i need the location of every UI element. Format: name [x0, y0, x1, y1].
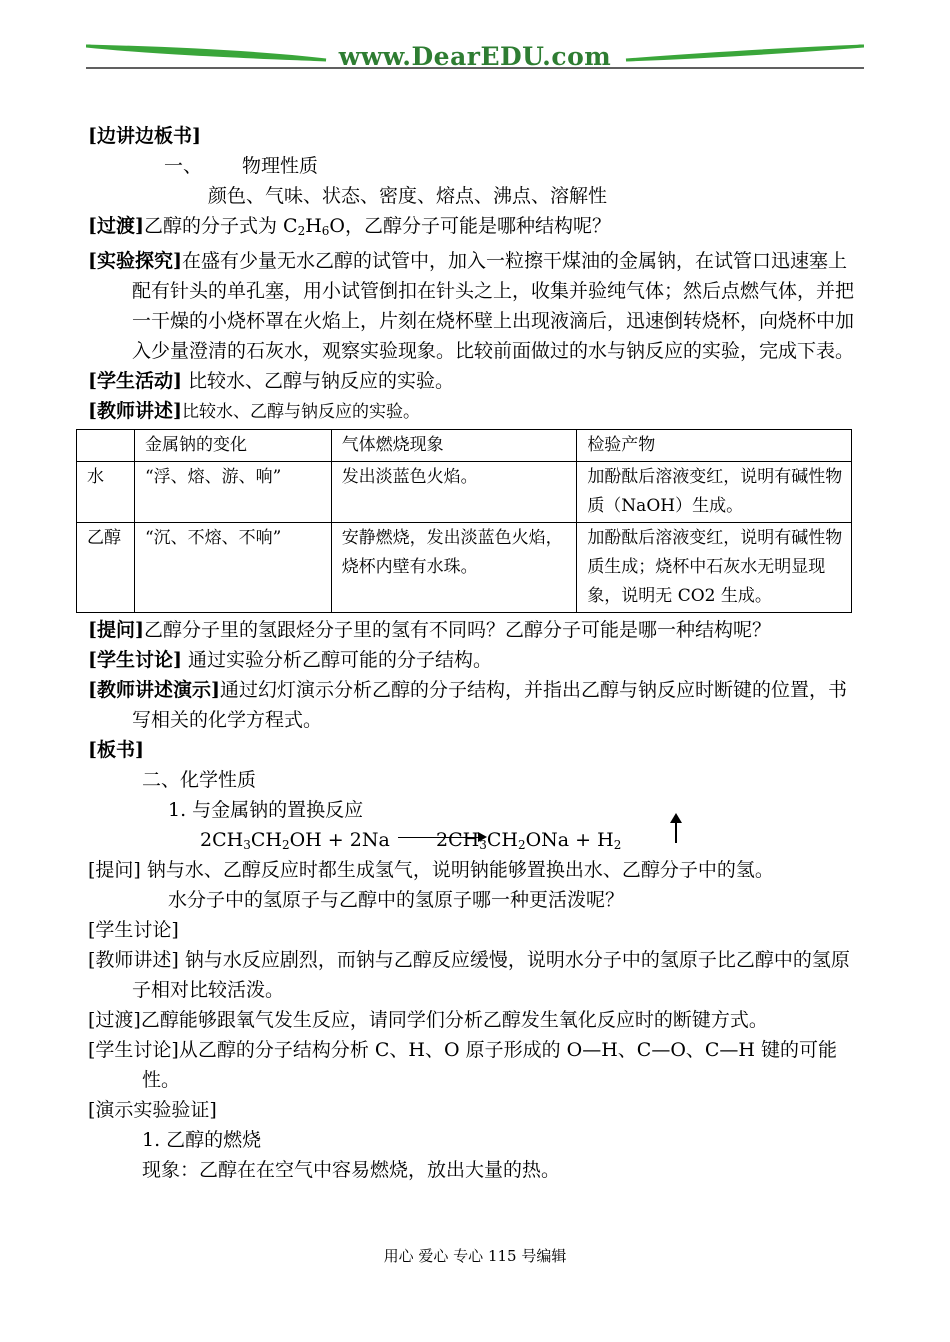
section-number: 一、 — [164, 155, 203, 177]
subsection-combustion: 1. 乙醇的燃烧 — [142, 1129, 262, 1151]
subsection-sodium-reaction: 1. 与金属钠的置换反应 — [168, 799, 364, 821]
tag-question: [提问] — [88, 619, 144, 641]
table-header-cell: 金属钠的变化 — [134, 430, 331, 462]
transition-paragraph-2 — [88, 1005, 864, 1035]
formula-text: 2CH — [200, 829, 244, 851]
table-cell: 发出淡蓝色火焰。 — [331, 462, 577, 523]
tag-student-discussion-2: [学生讨论] — [88, 919, 179, 941]
table-header-cell: 检验产物 — [577, 430, 852, 462]
teacher-explain-text: 钠与水反应剧烈，而钠与乙醇反应缓慢，说明水分子中的氢原子比乙醇中的氢原子相对比较活泼。 — [132, 949, 850, 1001]
heading-board-writing: [边讲边板书] — [88, 125, 201, 147]
table-row — [77, 462, 852, 523]
subscript: 6 — [321, 224, 330, 238]
tag-teacher-explain: [教师讲述] — [88, 400, 182, 422]
student-discussion-paragraph-2 — [88, 1035, 864, 1095]
reaction-equation — [88, 825, 864, 855]
formula-text: OH + 2Na — [289, 829, 390, 851]
teacher-explain-paragraph-2 — [88, 945, 864, 1005]
subscript: 3 — [479, 838, 487, 852]
combustion-phenomenon: 现象：乙醇在在空气中容易燃烧，放出大量的热。 — [142, 1159, 561, 1181]
table-cell: 加酚酞后溶液变红，说明有碱性物质生成；烧杯中石灰水无明显现象，说明无 CO2 生成。 — [577, 523, 852, 613]
teacher-demo-paragraph — [88, 675, 864, 735]
section-physical-properties — [88, 151, 864, 181]
table-cell: 安静燃烧，发出淡蓝色火焰，烧杯内壁有水珠。 — [331, 523, 577, 613]
student-activity-paragraph — [88, 366, 864, 396]
equation-reactants — [200, 829, 390, 851]
tag-demo-verification: [演示实验验证] — [88, 1099, 217, 1121]
tag-teacher-explain: [教师讲述] — [88, 949, 179, 971]
question-text: 钠与水、乙醇反应时都生成氢气，说明钠能够置换出水、乙醇分子中的氢。 — [140, 859, 774, 881]
tag-experiment: [实验探究] — [88, 250, 182, 272]
student-discussion-paragraph — [88, 645, 864, 675]
section-title: 物理性质 — [242, 155, 319, 177]
tag-student-activity: [学生活动] — [88, 370, 182, 392]
student-discussion-text: 通过实验分析乙醇可能的分子结构。 — [181, 649, 493, 671]
question-paragraph — [88, 615, 864, 645]
experiment-paragraph — [88, 246, 864, 366]
table-row — [77, 523, 852, 613]
formula-text: CH — [486, 829, 518, 851]
question-text: 乙醇分子里的氢跟烃分子里的氢有不同吗？乙醇分子可能是哪一种结构呢？ — [143, 619, 771, 641]
teacher-demo-text: 通过幻灯演示分析乙醇的分子结构，并指出乙醇与钠反应时断键的位置，书写相关的化学方程式。 — [132, 679, 847, 731]
table-header-cell: 气体燃烧现象 — [331, 430, 577, 462]
teacher-explain-paragraph — [88, 396, 864, 427]
comparison-table — [76, 429, 852, 613]
formula-text: ONa + H — [525, 829, 614, 851]
table-cell: “浮、熔、游、响” — [134, 462, 331, 523]
site-logo-text: www.DearEDU.com — [338, 42, 612, 71]
formula-text: 2CH — [436, 829, 480, 851]
table-cell: “沉、不熔、不响” — [134, 523, 331, 613]
subscript: 2 — [517, 838, 526, 852]
tag-transition: [过渡] — [88, 1009, 141, 1031]
transition-paragraph — [88, 211, 864, 246]
transition-text: 乙醇能够跟氧气发生反应，请同学们分析乙醇发生氧化反应时的断键方式。 — [140, 1009, 768, 1031]
section-chemical-properties: 二、化学性质 — [142, 769, 257, 791]
formula-text: CH — [250, 829, 282, 851]
gas-arrow-head — [670, 813, 682, 823]
student-activity-text: 比较水、乙醇与钠反应的实验。 — [181, 370, 455, 392]
tag-student-discussion: [学生讨论] — [88, 1039, 179, 1061]
document-body — [88, 121, 864, 1185]
table-cell: 水 — [77, 462, 135, 523]
page-header — [86, 38, 864, 72]
question-continuation: 水分子中的氢原子与乙醇中的氢原子哪一种更活泼呢？ — [168, 889, 625, 911]
table-cell: 乙醇 — [77, 523, 135, 613]
subscript: 2 — [613, 838, 622, 852]
subscript: 2 — [297, 224, 306, 238]
physical-property-list: 颜色、气味、状态、密度、熔点、沸点、溶解性 — [208, 185, 608, 207]
table-header-row — [77, 430, 852, 462]
equation-products — [436, 825, 621, 860]
experiment-text: 在盛有少量无水乙醇的试管中，加入一粒擦干煤油的金属钠，在试管口迅速塞上配有针头的单孔塞，用小试管倒扣在针头之上，收集并验纯气体；然后点燃气体，并把一干燥的小烧杯罩在火焰上，片刻在烧杯壁上出现液滴后，迅速倒转烧杯，向烧杯中加入少量澄清的石灰水，观察实验现象。比较前面做过的水与钠反应的实验，完成下表。 — [132, 250, 855, 362]
table-cell: 加酚酞后溶液变红，说明有碱性物质（NaOH）生成。 — [577, 462, 852, 523]
table-header-cell — [77, 430, 135, 462]
page-footer: 用心 爱心 专心 115 号编辑 — [383, 1247, 567, 1265]
subscript: 2 — [281, 838, 290, 852]
tag-question: [提问] — [88, 859, 141, 881]
tag-transition: [过渡] — [88, 215, 144, 237]
student-discussion-text: 从乙醇的分子结构分析 C、H、O 原子形成的 O—H、C—O、C—H 键的可能性。 — [142, 1039, 838, 1091]
formula-text: O，乙醇分子可能是哪种结构呢？ — [329, 215, 611, 237]
heading-board: [板书] — [88, 739, 144, 761]
tag-teacher-demo: [教师讲述演示] — [88, 679, 220, 701]
subscript: 3 — [243, 838, 251, 852]
tag-student-discussion: [学生讨论] — [88, 649, 182, 671]
formula-text: 乙醇的分子式为 C — [143, 215, 298, 237]
teacher-explain-text: 比较水、乙醇与钠反应的实验。 — [181, 402, 420, 422]
formula-text: H — [305, 215, 322, 237]
